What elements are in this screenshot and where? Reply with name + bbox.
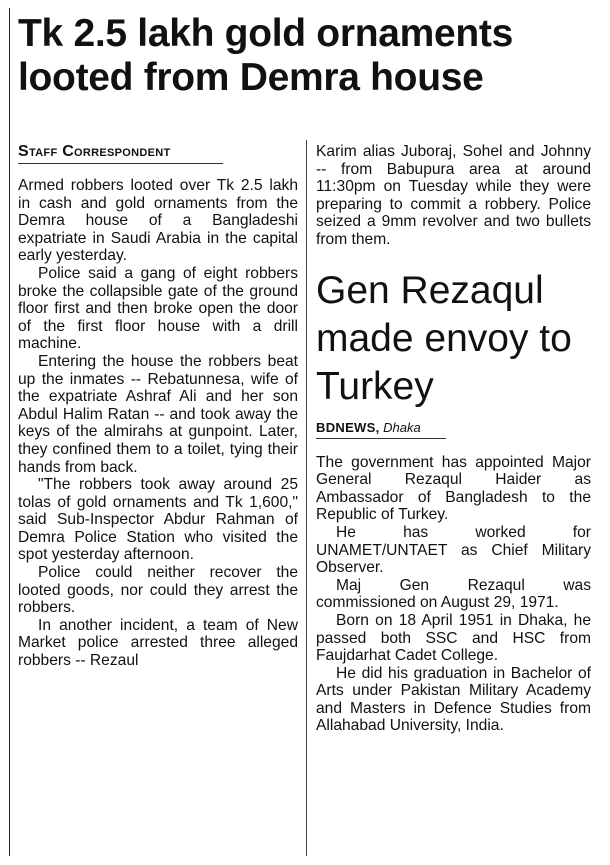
story1-column: [18, 143, 298, 670]
story1-byline: [18, 143, 223, 164]
main-headline: Tk 2.5 lakh gold ornaments looted from Demra house: [18, 12, 513, 99]
story1-paragraph: Police could neither recover the looted goods, nor could they arrest the robbers.: [18, 564, 298, 617]
column-divider: [306, 140, 307, 856]
story2-headline: Gen Rezaqul made envoy to Turkey: [316, 268, 572, 408]
story1-continued-paragraph: Karim alias Juboraj, Sohel and Johnny -- from Babupura area at around 11:30pm on Tuesday while they were preparing to commit a robbery. Police seized a 9mm revolver and two bullets from them.: [316, 143, 591, 248]
story1-byline-text: Staff Correspondent: [18, 143, 171, 160]
story1-paragraph: In another incident, a team of New Market police arrested three alleged robbers -- Rezaul: [18, 616, 298, 670]
story2-agency: BDNEWS,: [316, 419, 380, 435]
story2-paragraph: He has worked for UNAMET/UNTAET as Chief Military Observer.: [316, 523, 591, 577]
story1-paragraph: "The robbers took away around 25 tolas of gold ornaments and Tk 1,600," said Sub-Inspector Abdur Rahman of Demra Police Station who visited the spot yesterday afternoon.: [18, 476, 298, 564]
story2-paragraph: He did his graduation in Bachelor of Arts under Pakistan Military Academy and Masters in Defence Studies from Allahabad University, India.: [316, 664, 591, 735]
left-border-rule: [9, 8, 10, 856]
story1-paragraph: Entering the house the robbers beat up the inmates -- Rebatunnesa, wife of the expatriate Ashraf Ali and her son Abdul Halim Ratan -- and took away the keys of the almirahs at gunpoint. Later, they confined them to a toilet, tying their hands from back.: [18, 352, 298, 476]
story2-paragraph: The government has appointed Major General Rezaqul Haider as Ambassador of Bangladesh to the Republic of Turkey.: [316, 453, 591, 524]
story1-paragraph: Police said a gang of eight robbers broke the collapsible gate of the ground floor first and then broke open the door of the first floor house with a drill machine.: [18, 264, 298, 353]
right-column: [316, 143, 591, 735]
story2-dateline: [316, 420, 446, 439]
story2-place: Dhaka: [383, 419, 421, 435]
story1-paragraph: Armed robbers looted over Tk 2.5 lakh in cash and gold ornaments from the Demra house of a Bangladeshi expatriate in Saudi Arabia in the capital early yesterday.: [18, 177, 298, 265]
story2-paragraph: Maj Gen Rezaqul was commissioned on August 29, 1971.: [316, 576, 591, 612]
story2-paragraph: Born on 18 April 1951 in Dhaka, he passed both SSC and HSC from Faujdarhat Cadet College.: [316, 611, 591, 665]
